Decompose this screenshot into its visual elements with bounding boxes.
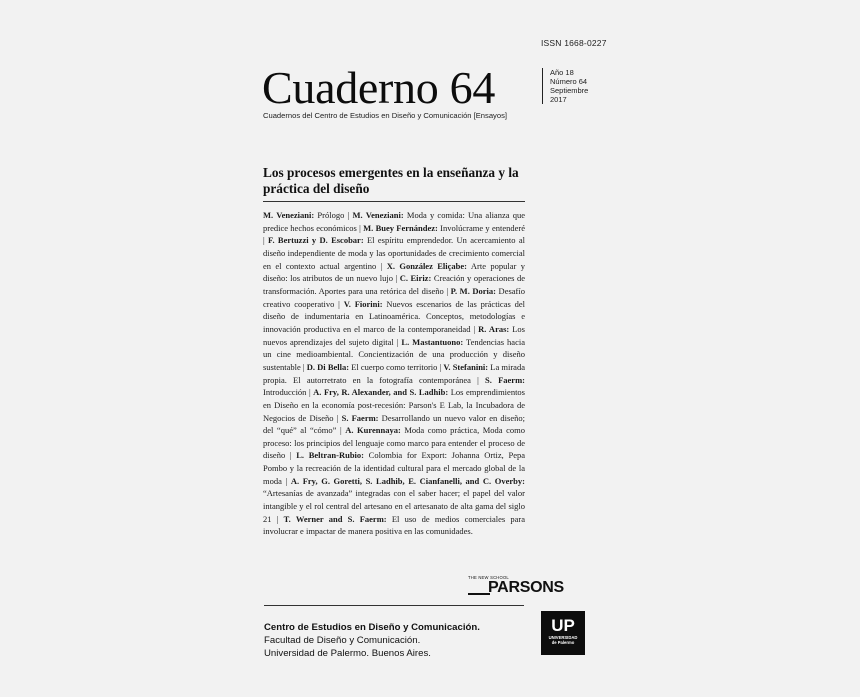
issue-number: Número 64 <box>550 77 588 86</box>
toc-title: Involúcrame y entenderé | <box>263 222 525 246</box>
toc-author: V. Fiorini: <box>343 298 383 309</box>
parsons-bar <box>468 582 490 595</box>
publisher-university: Universidad de Palermo. Buenos Aires. <box>264 647 431 659</box>
toc-title: El espíritu emprendedor. Un acercamiento al diseño independiente de moda y las oportunidades de crecimiento comercial en el contexto actual argentino | <box>263 235 525 271</box>
toc-title: Introducción | <box>263 387 314 398</box>
toc-title: Moda como práctica, Moda como proceso: los principios del lenguaje como marco para entender el proceso de diseño | <box>263 425 526 461</box>
up-logo-line1: UNIVERSIDAD <box>548 635 578 640</box>
toc-title: Colombia for Export: Johanna Ortiz, Pepa Pombo y la recreación de la identidad cultural para el mercado global de la moda | <box>263 450 525 486</box>
toc-title: Tendencias hacia un cine medioambiental. Concientización de una producción y diseño sustentable | <box>263 336 525 372</box>
toc-title: Los emprendimientos en Diseño en la economía post-recesión: Parson's E Lab, la Incubadora de Negocios de Diseño | <box>263 387 525 423</box>
toc-author: T. Werner and S. Faerm: <box>283 513 387 524</box>
toc-title: Nuevos escenarios de las prácticas del diseño de indumentaria en Latinoamérica. Conceptos, metodologías e innovación productiva en el marco de la contemporaneidad | <box>263 298 526 334</box>
toc-author: D. Di Bella: <box>306 361 350 372</box>
toc-author: M. Veneziani: <box>263 210 315 220</box>
toc-author: C. Eiriz: <box>399 273 432 284</box>
publisher-center: Centro de Estudios en Diseño y Comunicación. <box>264 622 480 633</box>
parsons-logo <box>468 575 584 597</box>
toc-title: Desafío creativo cooperativo | <box>263 285 525 309</box>
toc-author: M. Veneziani: <box>352 210 404 220</box>
publisher-faculty: Facultad de Diseño y Comunicación. <box>264 634 421 646</box>
up-logo <box>541 611 585 655</box>
toc-title: Creación y operaciones de transformación. Aportes para una retórica del diseño | <box>263 273 525 296</box>
toc-title: La mirada propia. El autorretrato en la fotografía contemporánea | <box>263 361 525 385</box>
issue-meta <box>542 68 588 104</box>
issue-month: Septiembre <box>550 86 589 95</box>
issn-number: ISSN 1668-0227 <box>541 38 607 48</box>
toc-title: Prólogo | <box>314 210 353 220</box>
toc-title: Los nuevos aprendizajes del sujeto digital | <box>263 323 525 347</box>
toc-author: M. Buey Fernández: <box>363 222 438 233</box>
toc-title: El cuerpo como territorio | <box>349 361 444 372</box>
toc-title: “Artesanías de avanzada” integradas con el saber hacer; el papel del valor intangible y el rol central del artesano en el artesanato de alta gama del siglo 21 | <box>263 488 525 524</box>
toc-title: Desarrollando un nuevo valor en diseño; del “qué” al “cómo” | <box>263 412 525 436</box>
toc-author: S. Faerm: <box>341 412 379 423</box>
toc-author: X. González Eliçabe: <box>386 260 467 271</box>
toc-author: V. Stefanini: <box>443 361 489 372</box>
journal-subtitle: Cuadernos del Centro de Estudios en Diseño y Comunicación [Ensayos] <box>263 111 507 120</box>
toc-author: S. Faerm: <box>485 374 525 385</box>
issue-year: Año 18 <box>550 68 574 77</box>
parsons-wordmark: PARSONS <box>488 579 564 596</box>
parsons-tagline: THE NEW SCHOOL <box>468 575 509 580</box>
toc-author: A. Fry, G. Goretti, S. Ladhib, E. Cianfanelli, and C. Overby: <box>290 475 525 486</box>
publisher-block <box>264 622 524 660</box>
toc-author: R. Aras: <box>478 323 510 334</box>
toc-author: A. Fry, R. Alexander, and S. Ladhib: <box>313 387 449 398</box>
issue-year-date: 2017 <box>550 95 567 104</box>
toc-title: El uso de medios comerciales para involucrar e impactar de manera positiva en las comunidades. <box>263 513 525 537</box>
toc-author: L. Beltran-Rubio: <box>296 450 364 461</box>
toc-author: F. Bertuzzi y D. Escobar: <box>268 235 364 246</box>
up-logo-line2: de Palermo <box>551 640 575 645</box>
toc-author: A. Kurennaya: <box>345 425 401 436</box>
toc-author: P. M. Doria: <box>450 285 496 296</box>
issue-headline: Los procesos emergentes en la enseñanza y la práctica del diseño <box>263 165 519 196</box>
journal-title: Cuaderno 64 <box>262 62 496 113</box>
footer-divider <box>264 605 524 606</box>
toc-title: Moda y comida: Una alianza que predice hechos económicos | <box>263 210 525 233</box>
toc-title: Arte popular y diseño: los atributos de un nuevo lujo | <box>263 260 526 284</box>
up-logo-letters: UP <box>551 616 575 635</box>
toc-author: L. Mastantuono: <box>401 336 464 347</box>
headline-divider <box>263 201 525 202</box>
table-of-contents <box>263 209 525 538</box>
